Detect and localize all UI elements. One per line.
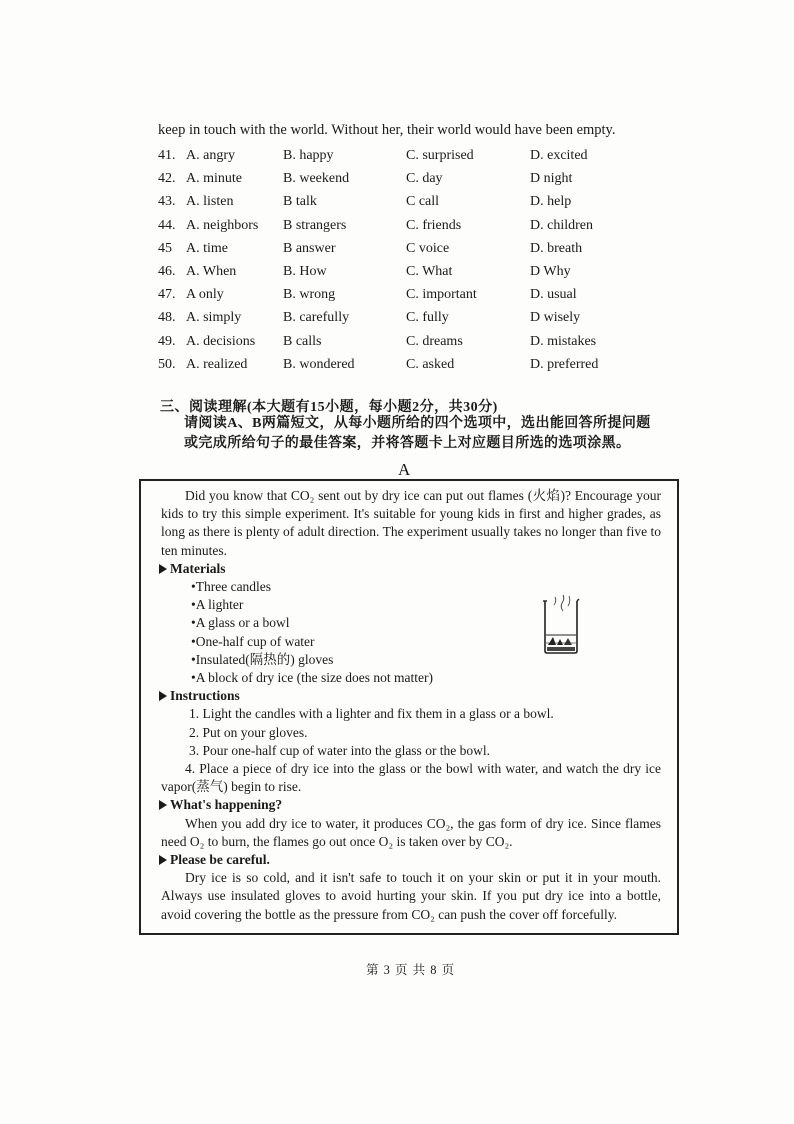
option-c: C voice [406, 240, 450, 256]
option-c: C. friends [406, 217, 462, 233]
option-d: D. mistakes [530, 333, 597, 349]
option-a: A. time [186, 240, 228, 256]
triangle-bullet-icon [159, 691, 167, 701]
option-b: B. wrong [283, 287, 336, 303]
careful-heading [159, 851, 661, 869]
question-number: 44. [158, 217, 176, 233]
option-a: A only [186, 287, 224, 303]
question-43 [158, 192, 638, 215]
option-b: B calls [283, 333, 322, 349]
option-a: A. listen [186, 194, 234, 210]
section-instruction: 请阅读A、B两篇短文，从每小题所给的四个选项中，选出能回答所提问题或完成所给句子的最佳答案，并将答题卡上对应题目所选的选项涂黑。 [184, 416, 651, 451]
question-44 [158, 216, 638, 239]
option-a: A. realized [186, 356, 248, 372]
triangle-bullet-icon [159, 800, 167, 810]
happening-text: When you add dry ice to water, it produces CO₂, the gas form of dry ice. Since flames need O₂ to burn, the flames go out once O₂ is taken over by CO₂. [161, 815, 661, 849]
triangle-bullet-icon [159, 564, 167, 574]
question-41 [158, 146, 638, 169]
option-b: B. How [283, 263, 327, 279]
option-c: C. day [406, 171, 443, 187]
question-number: 48. [158, 310, 176, 326]
material-item: •A block of dry ice (the size does not matter) [191, 670, 434, 686]
question-number: 42. [158, 171, 176, 187]
option-b: B. wondered [283, 356, 355, 372]
option-c: C. asked [406, 356, 455, 372]
passage-label: A [398, 460, 411, 479]
option-a: A. neighbors [186, 217, 259, 233]
section-heading: 三、阅读理解(本大题有15小题，每小题2分，共30分) [160, 400, 498, 415]
careful-heading-text: Please be careful. [170, 852, 270, 868]
option-b: B. carefully [283, 310, 350, 326]
option-c: C. fully [406, 310, 449, 326]
material-item: •One-half cup of water [191, 633, 315, 649]
material-item: •Three candles [191, 579, 272, 595]
option-a: A. minute [186, 171, 242, 187]
option-d: D. excited [530, 148, 588, 163]
option-b: B. weekend [283, 171, 350, 187]
option-b: B. happy [283, 148, 334, 163]
passage-a-box [139, 479, 679, 935]
option-d: D wisely [530, 310, 581, 326]
option-c: C. important [406, 287, 477, 303]
option-c: C. surprised [406, 148, 474, 163]
option-d: D. usual [530, 287, 577, 303]
question-47 [158, 285, 638, 308]
instruction-step: 4. Place a piece of dry ice into the glass or the bowl with water, and watch the dry ice vapor(蒸气) begin to rise. [161, 761, 661, 795]
question-number: 49. [158, 333, 176, 349]
happening-heading [159, 796, 661, 814]
materials-heading-text: Materials [170, 560, 226, 576]
instructions-heading [159, 687, 661, 705]
material-item: •A glass or a bowl [191, 615, 290, 631]
question-number: 43. [158, 194, 176, 210]
page-number: 第 3 页 共 8 页 [366, 963, 456, 977]
material-item: •Insulated(隔热的) gloves [191, 651, 334, 667]
cloze-options [158, 146, 638, 378]
instructions-list [161, 705, 661, 760]
option-a: A. angry [186, 148, 235, 163]
triangle-bullet-icon [159, 855, 167, 865]
beaker-illustration [541, 593, 581, 655]
materials-list [161, 578, 661, 687]
materials-heading [159, 560, 661, 578]
option-b: B strangers [283, 217, 347, 233]
question-number: 46. [158, 263, 176, 279]
option-d: D night [530, 171, 573, 187]
previous-passage-last-line: keep in touch with the world. Without her, their world would have been empty. [158, 122, 616, 138]
question-number: 50. [158, 356, 176, 372]
happening-heading-text: What's happening? [170, 797, 283, 813]
option-a: A. When [186, 263, 237, 279]
question-number: 47. [158, 287, 176, 303]
careful-text: Dry ice is so cold, and it isn't safe to touch it on your skin or put it in your mouth. Always use insulated gloves to avoid hurting your skin. If you put dry ice into a bottle, avoid covering the bottle as the pressure from CO₂ can push the cover off forcefully. [161, 870, 661, 922]
instruction-step: 1. Light the candles with a lighter and fix them in a glass or a bowl. [189, 706, 554, 722]
question-49 [158, 332, 638, 355]
question-45 [158, 239, 638, 262]
instruction-step: 3. Pour one-half cup of water into the glass or the bowl. [189, 742, 491, 758]
question-46 [158, 262, 638, 285]
option-c: C. What [406, 263, 453, 279]
passage-a-content [161, 487, 661, 924]
question-50 [158, 355, 638, 378]
instruction-step: 2. Put on your gloves. [189, 724, 308, 740]
material-item: •A lighter [191, 597, 244, 613]
option-d: D. preferred [530, 356, 599, 372]
instructions-heading-text: Instructions [170, 688, 240, 704]
question-number: 45 [158, 240, 172, 256]
passage-intro: Did you know that CO₂ sent out by dry ice can put out flames (火焰)? Encourage your kids to try this simple experiment. It's suitable for young kids in first and higher grades, as long as there is plenty of adult direction. The experiment usually takes no longer than five to ten minutes. [161, 488, 661, 558]
option-a: A. decisions [186, 333, 256, 349]
option-d: D. children [530, 217, 593, 233]
option-c: C call [406, 194, 440, 210]
question-48 [158, 308, 638, 331]
question-42 [158, 169, 638, 192]
question-number: 41. [158, 148, 176, 163]
option-a: A. simply [186, 310, 242, 326]
option-d: D. breath [530, 240, 583, 256]
option-b: B answer [283, 240, 336, 256]
option-b: B talk [283, 194, 317, 210]
option-d: D. help [530, 194, 572, 210]
option-d: D Why [530, 263, 571, 279]
option-c: C. dreams [406, 333, 463, 349]
